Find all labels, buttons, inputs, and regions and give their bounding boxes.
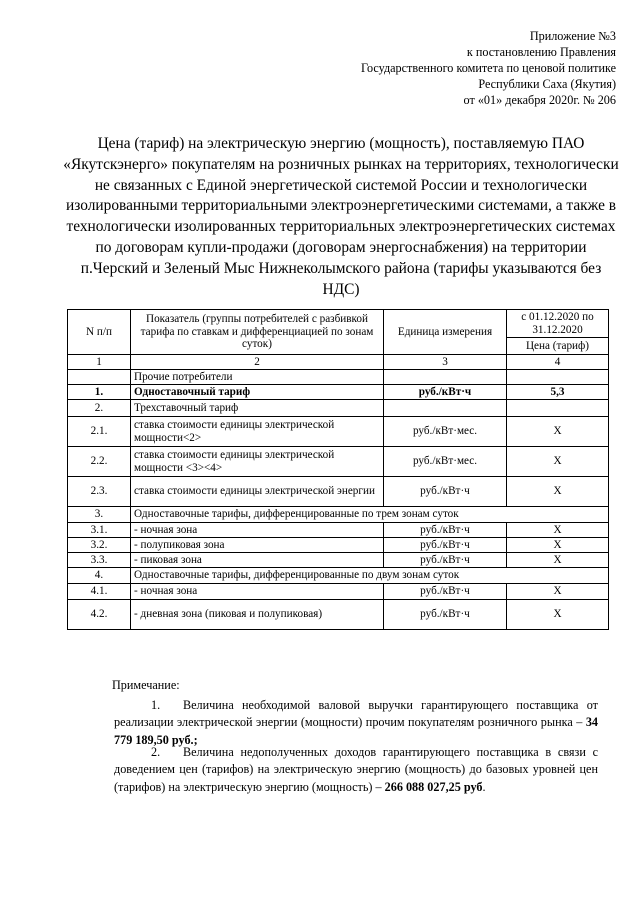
row-value: X <box>507 523 609 538</box>
table-row <box>68 385 609 400</box>
row-unit: руб./кВт·ч <box>384 477 507 507</box>
note-number: 1. <box>151 698 161 712</box>
table-body <box>68 370 609 630</box>
row-value: X <box>507 538 609 553</box>
annex-line: Государственного комитета по ценовой политике <box>361 61 616 75</box>
annex-reference <box>361 28 616 108</box>
note-text: Величина необходимой валовой выручки гарантирующего поставщика от реализации электрической энергии (мощности) прочим покупателям розничного рынка – <box>114 698 598 730</box>
annex-line: Республики Саха (Якутия) <box>478 77 616 91</box>
table-row <box>68 553 609 568</box>
table-row <box>68 370 609 385</box>
row-num: 3. <box>68 507 131 523</box>
row-num: 2. <box>68 400 131 417</box>
col-number: 3 <box>384 355 507 370</box>
row-num: 3.2. <box>68 538 131 553</box>
row-value: X <box>507 553 609 568</box>
row-num: 2.1. <box>68 417 131 447</box>
row-num: 3.3. <box>68 553 131 568</box>
row-num: 3.1. <box>68 523 131 538</box>
table-row <box>68 400 609 417</box>
table-row <box>68 507 609 523</box>
row-name: - пиковая зона <box>131 553 384 568</box>
row-num: 4.2. <box>68 600 131 630</box>
note-tail: . <box>482 779 486 794</box>
table-row <box>68 584 609 600</box>
row-unit: руб./кВт·ч <box>384 523 507 538</box>
row-name: Трехставочный тариф <box>131 400 384 417</box>
row-unit <box>384 400 507 417</box>
row-name: Одноставочный тариф <box>131 385 384 400</box>
header-indicator: Показатель (группы потребителей с разбивкой тарифа по ставкам и дифференциацией по зонам суток) <box>131 310 384 355</box>
row-value: X <box>507 447 609 477</box>
row-num: 4. <box>68 568 131 584</box>
notes-heading: Примечание: <box>112 678 180 692</box>
row-num: 1. <box>68 385 131 400</box>
row-value: X <box>507 417 609 447</box>
row-unit: руб./кВт·мес. <box>384 447 507 477</box>
col-number: 2 <box>131 355 384 370</box>
note-amount: 266 088 027,25 руб <box>384 779 483 794</box>
row-name: Прочие потребители <box>131 370 384 385</box>
row-value: X <box>507 584 609 600</box>
row-name: - полупиковая зона <box>131 538 384 553</box>
table-row <box>68 538 609 553</box>
row-num: 2.3. <box>68 477 131 507</box>
row-value: 5,3 <box>507 385 609 400</box>
header-unit: Единица измерения <box>384 310 507 355</box>
row-name: ставка стоимости единицы электрической энергии <box>131 477 384 507</box>
row-unit: руб./кВт·мес. <box>384 417 507 447</box>
row-value: X <box>507 477 609 507</box>
table-row <box>68 523 609 538</box>
row-num: 2.2. <box>68 447 131 477</box>
row-name: ставка стоимости единицы электрической мощности <3><4> <box>131 447 384 477</box>
row-unit: руб./кВт·ч <box>384 553 507 568</box>
row-name: Одноставочные тарифы, дифференцированные по трем зонам суток <box>131 507 609 523</box>
row-unit: руб./кВт·ч <box>384 538 507 553</box>
table-row <box>68 600 609 630</box>
row-name: ставка стоимости единицы электрической мощности<2> <box>131 417 384 447</box>
row-value <box>507 370 609 385</box>
document-title: Цена (тариф) на электрическую энергию (мощность), поставляемую ПАО «Якутскэнерго» покупателям на розничных рынках на территориях, технологически не связанных с Единой энергетической системой России и технологически изолированными территориальными электроэнергетическими системами, а также в технологически изолированных территориальных электроэнергетических системах по договорам купли-продажи (договорам энергоснабжения) на территории п.Черский и Зеленый Мыс Нижнеколымского района (тарифы указываются без НДС) <box>63 135 619 298</box>
row-value <box>507 400 609 417</box>
col-number: 1 <box>68 355 131 370</box>
row-name: Одноставочные тарифы, дифференцированные по двум зонам суток <box>131 568 609 584</box>
row-name: - ночная зона <box>131 523 384 538</box>
note-1 <box>114 697 598 749</box>
annex-line: к постановлению Правления <box>466 45 616 59</box>
row-value: X <box>507 600 609 630</box>
note-amount: 34 779 189,50 руб.; <box>114 715 598 747</box>
row-unit <box>384 370 507 385</box>
table-row <box>68 447 609 477</box>
table-row <box>68 417 609 447</box>
row-name: - ночная зона <box>131 584 384 600</box>
header-price: Цена (тариф) <box>507 338 609 355</box>
note-2 <box>114 744 598 796</box>
row-unit: руб./кВт·ч <box>384 600 507 630</box>
row-unit: руб./кВт·ч <box>384 584 507 600</box>
row-num: 4.1. <box>68 584 131 600</box>
row-name: - дневная зона (пиковая и полупиковая) <box>131 600 384 630</box>
header-period: с 01.12.2020 по 31.12.2020 <box>507 310 609 338</box>
note-number: 2. <box>151 745 161 759</box>
header-num: N п/п <box>68 310 131 355</box>
col-number: 4 <box>507 355 609 370</box>
row-num <box>68 370 131 385</box>
annex-line: от «01» декабря 2020г. № 206 <box>463 93 616 107</box>
table-row <box>68 568 609 584</box>
tariff-table <box>67 309 609 630</box>
note-text: Величина недополученных доходов гарантирующего поставщика в связи с доведением цен (тарифов) на электрическую энергию (мощность) до базовых уровней цен (тарифов) на электрическую энергию (мощность) – <box>114 745 598 794</box>
annex-line: Приложение №3 <box>529 29 616 43</box>
row-unit: руб./кВт·ч <box>384 385 507 400</box>
table-row <box>68 477 609 507</box>
